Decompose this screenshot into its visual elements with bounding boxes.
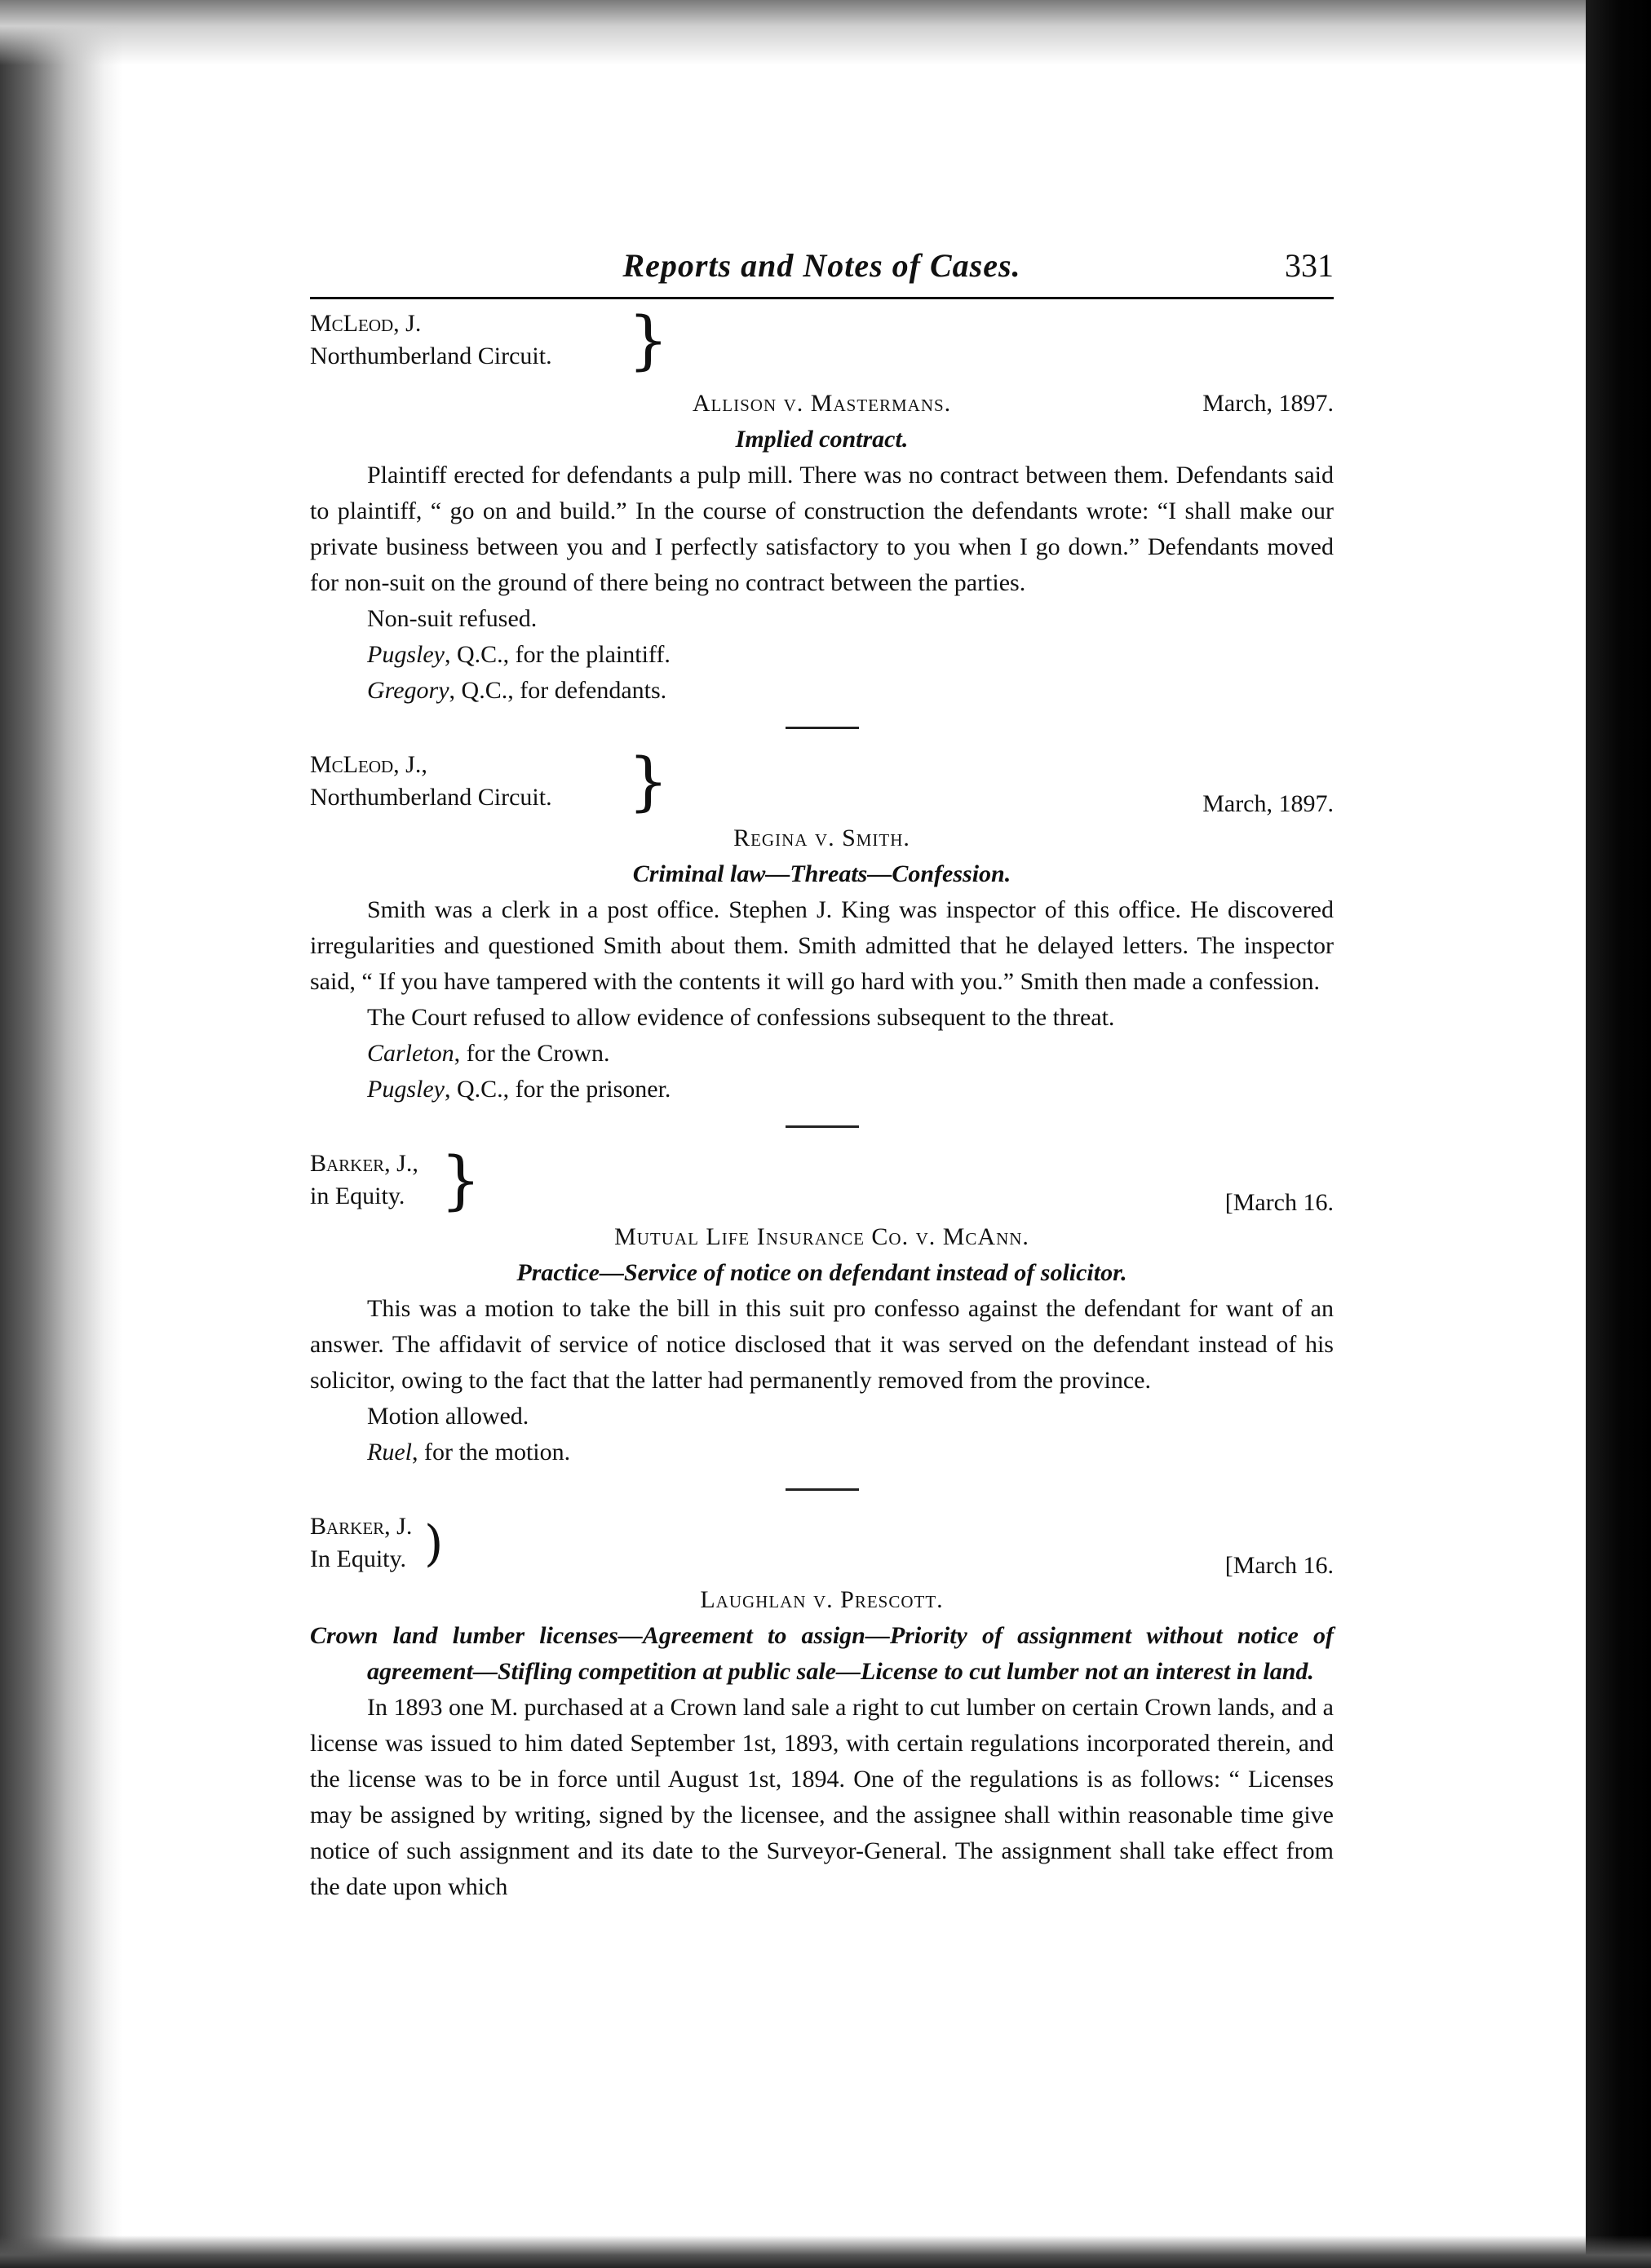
case-body: Plaintiff erected for defendants a pulp mill. There was no contract between them. Defendants said to plaintiff, “ go on and build.” In the course of construction the defendants wrote: “I shall make our private business between you and I perfectly satisfactory to you when I go down.” Defendants moved for non-suit on the ground of there being no contract between the parties. xyxy=(310,462,1334,596)
case-title: Regina v. Smith. xyxy=(733,825,910,851)
running-title: Reports and Notes of Cases. xyxy=(622,247,1021,284)
counsel-name: Carleton xyxy=(367,1040,454,1067)
judge: McLeod, J. xyxy=(310,310,422,337)
case-date: March, 1897. xyxy=(1202,790,1334,817)
case-subject: Practice—Service of notice on defendant instead of solicitor. xyxy=(516,1259,1127,1286)
case-body: In 1893 one M. purchased at a Crown land sale a right to cut lumber on certain Crown lands, and a license was issued to him dated September 1st, 1893, with certain regulations incorporated therein, and the license was to be in force until August 1st, 1894. One of the regulations is as follows: “ Licenses may be assigned by writing, signed by the licensee, and the assignee shall within reasonable time give notice of such assignment and its date to the Surveyor-General. The assignment shall take effect from the date upon which xyxy=(310,1694,1334,1900)
judge: Barker, J. xyxy=(310,1513,413,1540)
counsel-line xyxy=(310,1072,1334,1107)
counsel-role: , Q.C., for the prisoner. xyxy=(444,1076,671,1103)
section-divider xyxy=(786,1488,859,1491)
case-heading xyxy=(310,1219,1334,1255)
case-date: [March 16. xyxy=(1224,1552,1334,1579)
scan-left-edge xyxy=(0,0,122,2268)
section-divider xyxy=(786,1125,859,1128)
scan-top-edge xyxy=(0,0,1651,65)
court-info xyxy=(310,1510,1334,1582)
judge: McLeod, J., xyxy=(310,751,427,778)
case-subject: Crown land lumber licenses—Agreement to assign—Priority of assignment without notice of agreement—Stifling competition at public sale—License to cut lumber not an interest in land. xyxy=(310,1622,1334,1685)
case-subject: Criminal law—Threats—Confession. xyxy=(632,860,1011,887)
page-number: 331 xyxy=(1285,247,1334,284)
scan-bottom-edge xyxy=(0,2235,1651,2268)
case-date: March, 1897. xyxy=(1202,390,1334,417)
case-outcome: The Court refused to allow evidence of confessions subsequent to the threat. xyxy=(367,1004,1115,1031)
case-heading xyxy=(310,386,1334,422)
counsel-name: Pugsley xyxy=(367,1076,445,1103)
counsel-line xyxy=(310,1435,1334,1470)
counsel-role: , Q.C., for defendants. xyxy=(449,677,667,704)
counsel-name: Gregory xyxy=(367,677,449,704)
case-heading xyxy=(310,1582,1334,1618)
court-info xyxy=(310,745,1334,820)
counsel-line xyxy=(310,1036,1334,1072)
document-page xyxy=(310,245,1334,1905)
case-date: [March 16. xyxy=(1224,1189,1334,1216)
case-subject: Implied contract. xyxy=(735,426,909,453)
case-body: This was a motion to take the bill in this suit pro confesso against the defendant for want of an answer. The affidavit of service of notice disclosed that it was served on the defendant instead of his solicitor, owing to the fact that the latter had permanently removed from the province. xyxy=(310,1295,1334,1394)
running-head xyxy=(310,245,1334,299)
counsel-line xyxy=(310,637,1334,673)
case-heading xyxy=(310,820,1334,856)
case-mutual-life xyxy=(310,1144,1334,1470)
circuit: Northumberland Circuit. xyxy=(310,343,552,369)
court-info xyxy=(310,304,1334,379)
case-laughlan xyxy=(310,1510,1334,1905)
court-info xyxy=(310,1144,1334,1219)
judge: Barker, J., xyxy=(310,1150,418,1177)
counsel-name: Pugsley xyxy=(367,641,445,668)
case-body: Smith was a clerk in a post office. Stephen J. King was inspector of this office. He discovered irregularities and questioned Smith about them. Smith admitted that he delayed letters. The inspector said, “ If you have tampered with the contents it will go hard with you.” Smith then made a confession. xyxy=(310,896,1334,995)
counsel-name: Ruel xyxy=(367,1439,412,1466)
section-divider xyxy=(786,727,859,729)
brace-icon: ) xyxy=(424,1515,444,1572)
case-allison xyxy=(310,304,1334,709)
case-title: Allison v. Mastermans. xyxy=(692,390,952,417)
counsel-line xyxy=(310,673,1334,709)
brace-icon: } xyxy=(628,745,669,819)
brace-icon: } xyxy=(628,304,669,378)
scan-right-edge xyxy=(1586,0,1651,2268)
brace-icon: } xyxy=(440,1144,481,1218)
circuit: Northumberland Circuit. xyxy=(310,784,552,811)
case-outcome: Non-suit refused. xyxy=(367,605,538,632)
case-regina xyxy=(310,745,1334,1107)
counsel-role: , Q.C., for the plaintiff. xyxy=(444,641,671,668)
case-title: Laughlan v. Prescott. xyxy=(700,1586,944,1613)
counsel-role: , for the motion. xyxy=(411,1439,571,1466)
circuit: in Equity. xyxy=(310,1183,405,1209)
circuit: In Equity. xyxy=(310,1545,407,1572)
case-title: Mutual Life Insurance Co. v. McAnn. xyxy=(614,1223,1029,1250)
case-outcome: Motion allowed. xyxy=(367,1403,529,1430)
counsel-role: , for the Crown. xyxy=(454,1040,610,1067)
